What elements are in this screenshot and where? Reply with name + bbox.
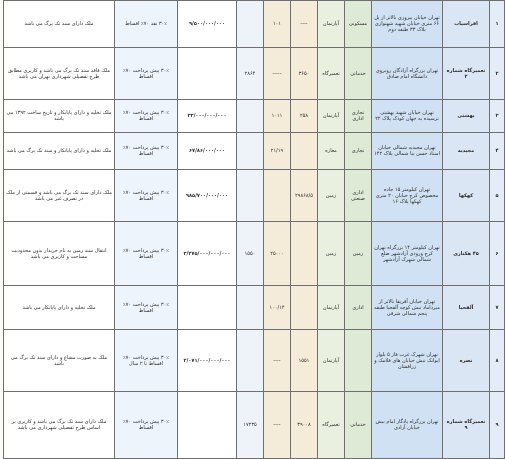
table-row [4, 170, 505, 222]
property-type: زمین [318, 222, 345, 286]
building-area [264, 170, 291, 222]
extra-area [237, 133, 264, 170]
building-area: ----- [264, 48, 291, 100]
building-area: ۲۱/۱۹ [264, 133, 291, 170]
extra-area: ۱۵۵۰ [237, 222, 264, 286]
property-name: تعمیرگاه شماره ۲ [443, 48, 490, 100]
property-type: زمین [318, 170, 345, 222]
property-name: آلفحیا [443, 286, 490, 330]
property-address: تهران خیابان آفریقا بالاتر از میرداماد نبش کوچه آلفحیا طبقه پنجم شمالی شرقی [372, 286, 443, 330]
base-price [178, 286, 237, 330]
property-address: تهران خیابان پیروزی بالاتر از پل ۶۶ متری خیابان شهید شهنوازی بلاک ۳۳ طبقه دوم [372, 1, 443, 48]
property-use: خدماتی [345, 48, 372, 100]
payment-terms: ۳۰٪ پیش پرداخت ۷۰٪ اقساط [115, 170, 178, 222]
base-price: ۶۷/۸۶/۰۰۰/۰۰۰ [178, 133, 237, 170]
payment-terms: ۳۰٪ پیش پرداخت ۷۰٪ اقساط [115, 100, 178, 133]
property-use: تجاری [345, 133, 372, 170]
property-name: بهشتی [443, 100, 490, 133]
building-area: ۱۰۰/۱۴ [264, 286, 291, 330]
property-address: تهران کیلومتر ۱۴ بزرگراه تهران کرج ورودی آزادشهر ضلع شمالی شهرک آزادشهر [372, 222, 443, 286]
payment-terms: ۳۰٪ پیش پرداخت ۷۰٪ اقساط [115, 286, 178, 330]
row-number: ۸ [490, 330, 505, 392]
base-price: ۲/۰۷۱/۰۰۰/۰۰۰/۰۰۰ [178, 330, 237, 392]
property-type: تعمیرگاه [318, 48, 345, 100]
property-type: آپارتمان [318, 100, 345, 133]
payment-terms: ۳۰٪ پیش پرداخت ۷۰٪ اقساط [115, 392, 178, 459]
land-area: ۳۶۵۰ [291, 48, 318, 100]
property-type: تعمیرگاه [318, 392, 345, 459]
property-description: انتقال سند زمین به نام خریدار بدون محدودیت مساحت و کاربری می باشد [4, 222, 115, 286]
table-row [4, 133, 505, 170]
payment-terms: ۳۰٪ پیش پرداخت ۷۰٪ اقساط [115, 48, 178, 100]
property-name: ۴۵ هکتاری [443, 222, 490, 286]
property-use [345, 330, 372, 392]
land-area: ---- [291, 1, 318, 48]
row-number: ۵ [490, 170, 505, 222]
building-area: ---- [264, 392, 291, 459]
property-type: مغازه [318, 133, 345, 170]
table-row [4, 1, 505, 48]
property-description: ملک تخلیه و دارای پایانکار می باشد [4, 286, 115, 330]
land-area [291, 222, 318, 286]
building-area: ۲۵۰۰۰ [264, 222, 291, 286]
row-number: ۶ [490, 222, 505, 286]
extra-area: ۲۸۶۴ [237, 48, 264, 100]
table-row [4, 222, 505, 286]
extra-area [237, 1, 264, 48]
row-number: ۷ [490, 286, 505, 330]
row-number: ۳ [490, 100, 505, 133]
property-use: اداری [345, 286, 372, 330]
payment-terms: ۳۰٪ پیش پرداخت ۷۰٪ اقساط [115, 222, 178, 286]
table-row [4, 48, 505, 100]
property-name: کهکها [443, 170, 490, 222]
property-address: تهران خیابان شهید بهشتی ترسیده به جهان کودک پلاک ۲۲ [372, 100, 443, 133]
property-type: آپارتمان [318, 330, 345, 392]
table-body [4, 1, 505, 459]
property-name: تعمیرگاه شماره ۹ [443, 392, 490, 459]
row-number: ۹ [490, 392, 505, 459]
table-row [4, 100, 505, 133]
property-name: نصره [443, 330, 490, 392]
property-type: آپارتمان [318, 1, 345, 48]
payment-terms: ۳۰٪ پیش پرداخت ۷۰٪ اقساط تا ۲ سال [115, 330, 178, 392]
property-use: اداری صنعتی [345, 170, 372, 222]
extra-area [237, 100, 264, 133]
building-area: ۱۰۱ [264, 1, 291, 48]
property-address: تهران مجیدیه شمالی خیابان استاد حسن بنا شمالی پلاک ۱۴۲ [372, 133, 443, 170]
property-description: ملک دارای سند تک برگ می باشد [4, 1, 115, 48]
land-area: ۱۵۵۱ [291, 330, 318, 392]
property-use: تجاری اداری [345, 100, 372, 133]
building-area: ---- [264, 330, 291, 392]
property-use: زمین [345, 222, 372, 286]
table-row [4, 392, 505, 459]
property-name: مجیدیه [443, 133, 490, 170]
property-description: ملک دارای سند تک برگ می باشد و کاربری بر اساس طرح تفصیلی شهرداری می باشد [4, 392, 115, 459]
payment-terms: ۳۰٪ نقد ۷۰٪ اقساط [115, 1, 178, 48]
property-description: ملک تخلیه و دارای پایانکار و تاریخ ساخت ۱۳۹۲ می باشد [4, 100, 115, 133]
table-row [4, 286, 505, 330]
row-number: ۴ [490, 133, 505, 170]
extra-area [237, 286, 264, 330]
base-price [178, 392, 237, 459]
property-name: افراسیاب [443, 1, 490, 48]
extra-area: ۱۷۲۳۵ [237, 392, 264, 459]
row-number: ۱ [490, 1, 505, 48]
base-price: ۹/۵۰۰/۰۰۰/۰۰۰ [178, 1, 237, 48]
property-description: ملک به صورت مشاع و دارای سند تک برگ می باشد [4, 330, 115, 392]
property-address: تهران بزرگراه آزادگان روبروی دانشگاه امام صادق [372, 48, 443, 100]
building-area: ۱۰۱۱ [264, 100, 291, 133]
property-description: ملک دارای سند تک برگ می باشد و قسمتی از ملک در تصرف غیر می باشد [4, 170, 115, 222]
table-row [4, 330, 505, 392]
land-area: ۳۹۰۰۸ [291, 392, 318, 459]
property-use: خدماتی [345, 392, 372, 459]
land-area: ۲۹۸۶۸/۵ [291, 170, 318, 222]
property-use: مسکونی [345, 1, 372, 48]
land-area [291, 133, 318, 170]
base-price: ۳/۲۷۵/۰۰۰/۰۰۰/۰۰۰ [178, 222, 237, 286]
land-area: ۲۵۸ [291, 100, 318, 133]
extra-area [237, 330, 264, 392]
payment-terms: ۳۰٪ پیش پرداخت ۷۰٪ اقساط [115, 133, 178, 170]
property-address: تهران بزرگراه یادگار امام نبش خیابان آزادی [372, 392, 443, 459]
property-address: تهران کیلومتر ۱۵ جاده مخصوص کرج خیابان ۲۰ متری کهکها پلاک ۱۶ [372, 170, 443, 222]
base-price [178, 48, 237, 100]
extra-area [237, 170, 264, 222]
property-description: ملک تخلیه و دارای پایانکار و سند تک برگ می باشد [4, 133, 115, 170]
land-area [291, 286, 318, 330]
row-number: ۲ [490, 48, 505, 100]
base-price: ۹۸۵/۷۰۰/۰۰۰/۰۰۰ [178, 170, 237, 222]
property-listing-table [3, 0, 505, 459]
property-address: تهران شهرک غرب فاز ۵ بلوار ایوانک نبش خیابان های فلامک و زرافشان [372, 330, 443, 392]
property-description: ملک فاقد سند تک برگ می باشد و کاربری مطابق طرح تفصیلی شهرداری تهران می باشد [4, 48, 115, 100]
property-type: آپارتمان [318, 286, 345, 330]
base-price: ۳۳/۰۰۰/۰۰۰/۰۰۰ [178, 100, 237, 133]
